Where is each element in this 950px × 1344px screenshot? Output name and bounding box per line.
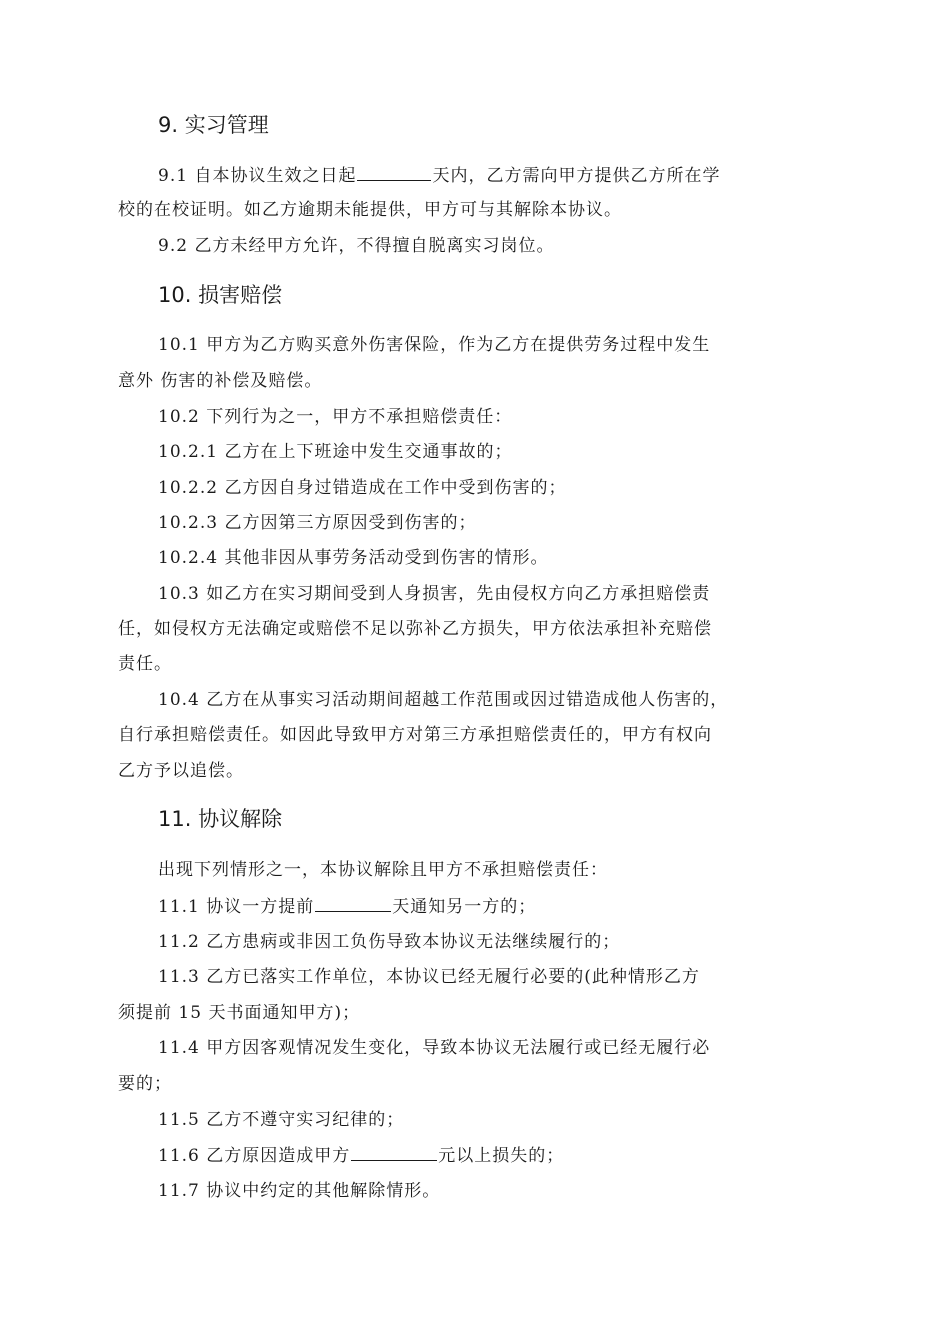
clause-9-1 [158,158,720,194]
clause-9-2: 9.2 乙方未经甲方允许，不得擅自脱离实习岗位。 [158,236,555,256]
clause-10-4: 10.4 乙方在从事实习活动期间超越工作范围或因过错造成他人伤害的， [158,690,729,710]
clause-10-1-cont: 意外 伤害的补偿及赔偿。 [118,371,323,391]
clause-10-2-2: 10.2.2 乙方因自身过错造成在工作中受到伤害的； [158,478,567,498]
clause-text: 天内，乙方需向甲方提供乙方所在学 [432,166,721,186]
clause-10-2-4: 10.2.4 其他非因从事劳务活动受到伤害的情形。 [158,548,549,568]
clause-11-5: 11.5 乙方不遵守实习纪律的； [158,1110,405,1130]
clause-10-3: 10.3 如乙方在实习期间受到人身损害，先由侵权方向乙方承担赔偿责 [158,584,711,604]
clause-10-2: 10.2 下列行为之一，甲方不承担赔偿责任： [158,407,513,427]
clause-11-4: 11.4 甲方因客观情况发生变化，导致本协议无法履行或已经无履行必 [158,1038,711,1058]
clause-9-1-cont: 校的在校证明。如乙方逾期未能提供，甲方可与其解除本协议。 [118,200,622,220]
clause-text: 11.6 乙方原因造成甲方 [158,1146,351,1166]
clause-11-3: 11.3 乙方已落实工作单位，本协议已经无履行必要的(此种情形乙方 [158,967,700,987]
clause-11-2: 11.2 乙方患病或非因工负伤导致本协议无法继续履行的； [158,932,621,952]
clause-10-3-cont: 任，如侵权方无法确定或赔偿不足以弥补乙方损失，甲方依法承担补充赔偿 [118,619,712,639]
clause-10-3-cont2: 责任。 [118,654,172,674]
fill-blank[interactable] [351,1138,437,1161]
clause-10-2-1: 10.2.1 乙方在上下班途中发生交通事故的； [158,442,513,462]
clause-text: 天通知另一方的； [392,897,537,917]
fill-blank[interactable] [357,158,431,181]
clause-10-4-cont2: 乙方予以追偿。 [118,761,244,781]
clause-10-4-cont: 自行承担赔偿责任。如因此导致甲方对第三方承担赔偿责任的，甲方有权向 [118,725,712,745]
section-11-heading: 11. 协议解除 [158,807,283,831]
clause-10-2-3: 10.2.3 乙方因第三方原因受到伤害的； [158,513,477,533]
clause-11-3-cont: 须提前 15 天书面通知甲方)； [118,1003,361,1023]
section-10-heading: 10. 损害赔偿 [158,283,283,307]
clause-11-7: 11.7 协议中约定的其他解除情形。 [158,1181,441,1201]
clause-11-6 [158,1138,564,1174]
section-9-heading: 9. 实习管理 [158,113,269,137]
clause-text: 11.1 协议一方提前 [158,897,315,917]
clause-text: 元以上损失的； [438,1146,565,1166]
clause-11-4-cont: 要的； [118,1074,172,1094]
fill-blank[interactable] [315,889,391,912]
clause-11-intro: 出现下列情形之一，本协议解除且甲方不承担赔偿责任： [158,860,608,880]
clause-text: 9.1 自本协议生效之日起 [158,166,357,186]
clause-10-1: 10.1 甲方为乙方购买意外伤害保险，作为乙方在提供劳务过程中发生 [158,335,711,355]
clause-11-1 [158,889,536,925]
